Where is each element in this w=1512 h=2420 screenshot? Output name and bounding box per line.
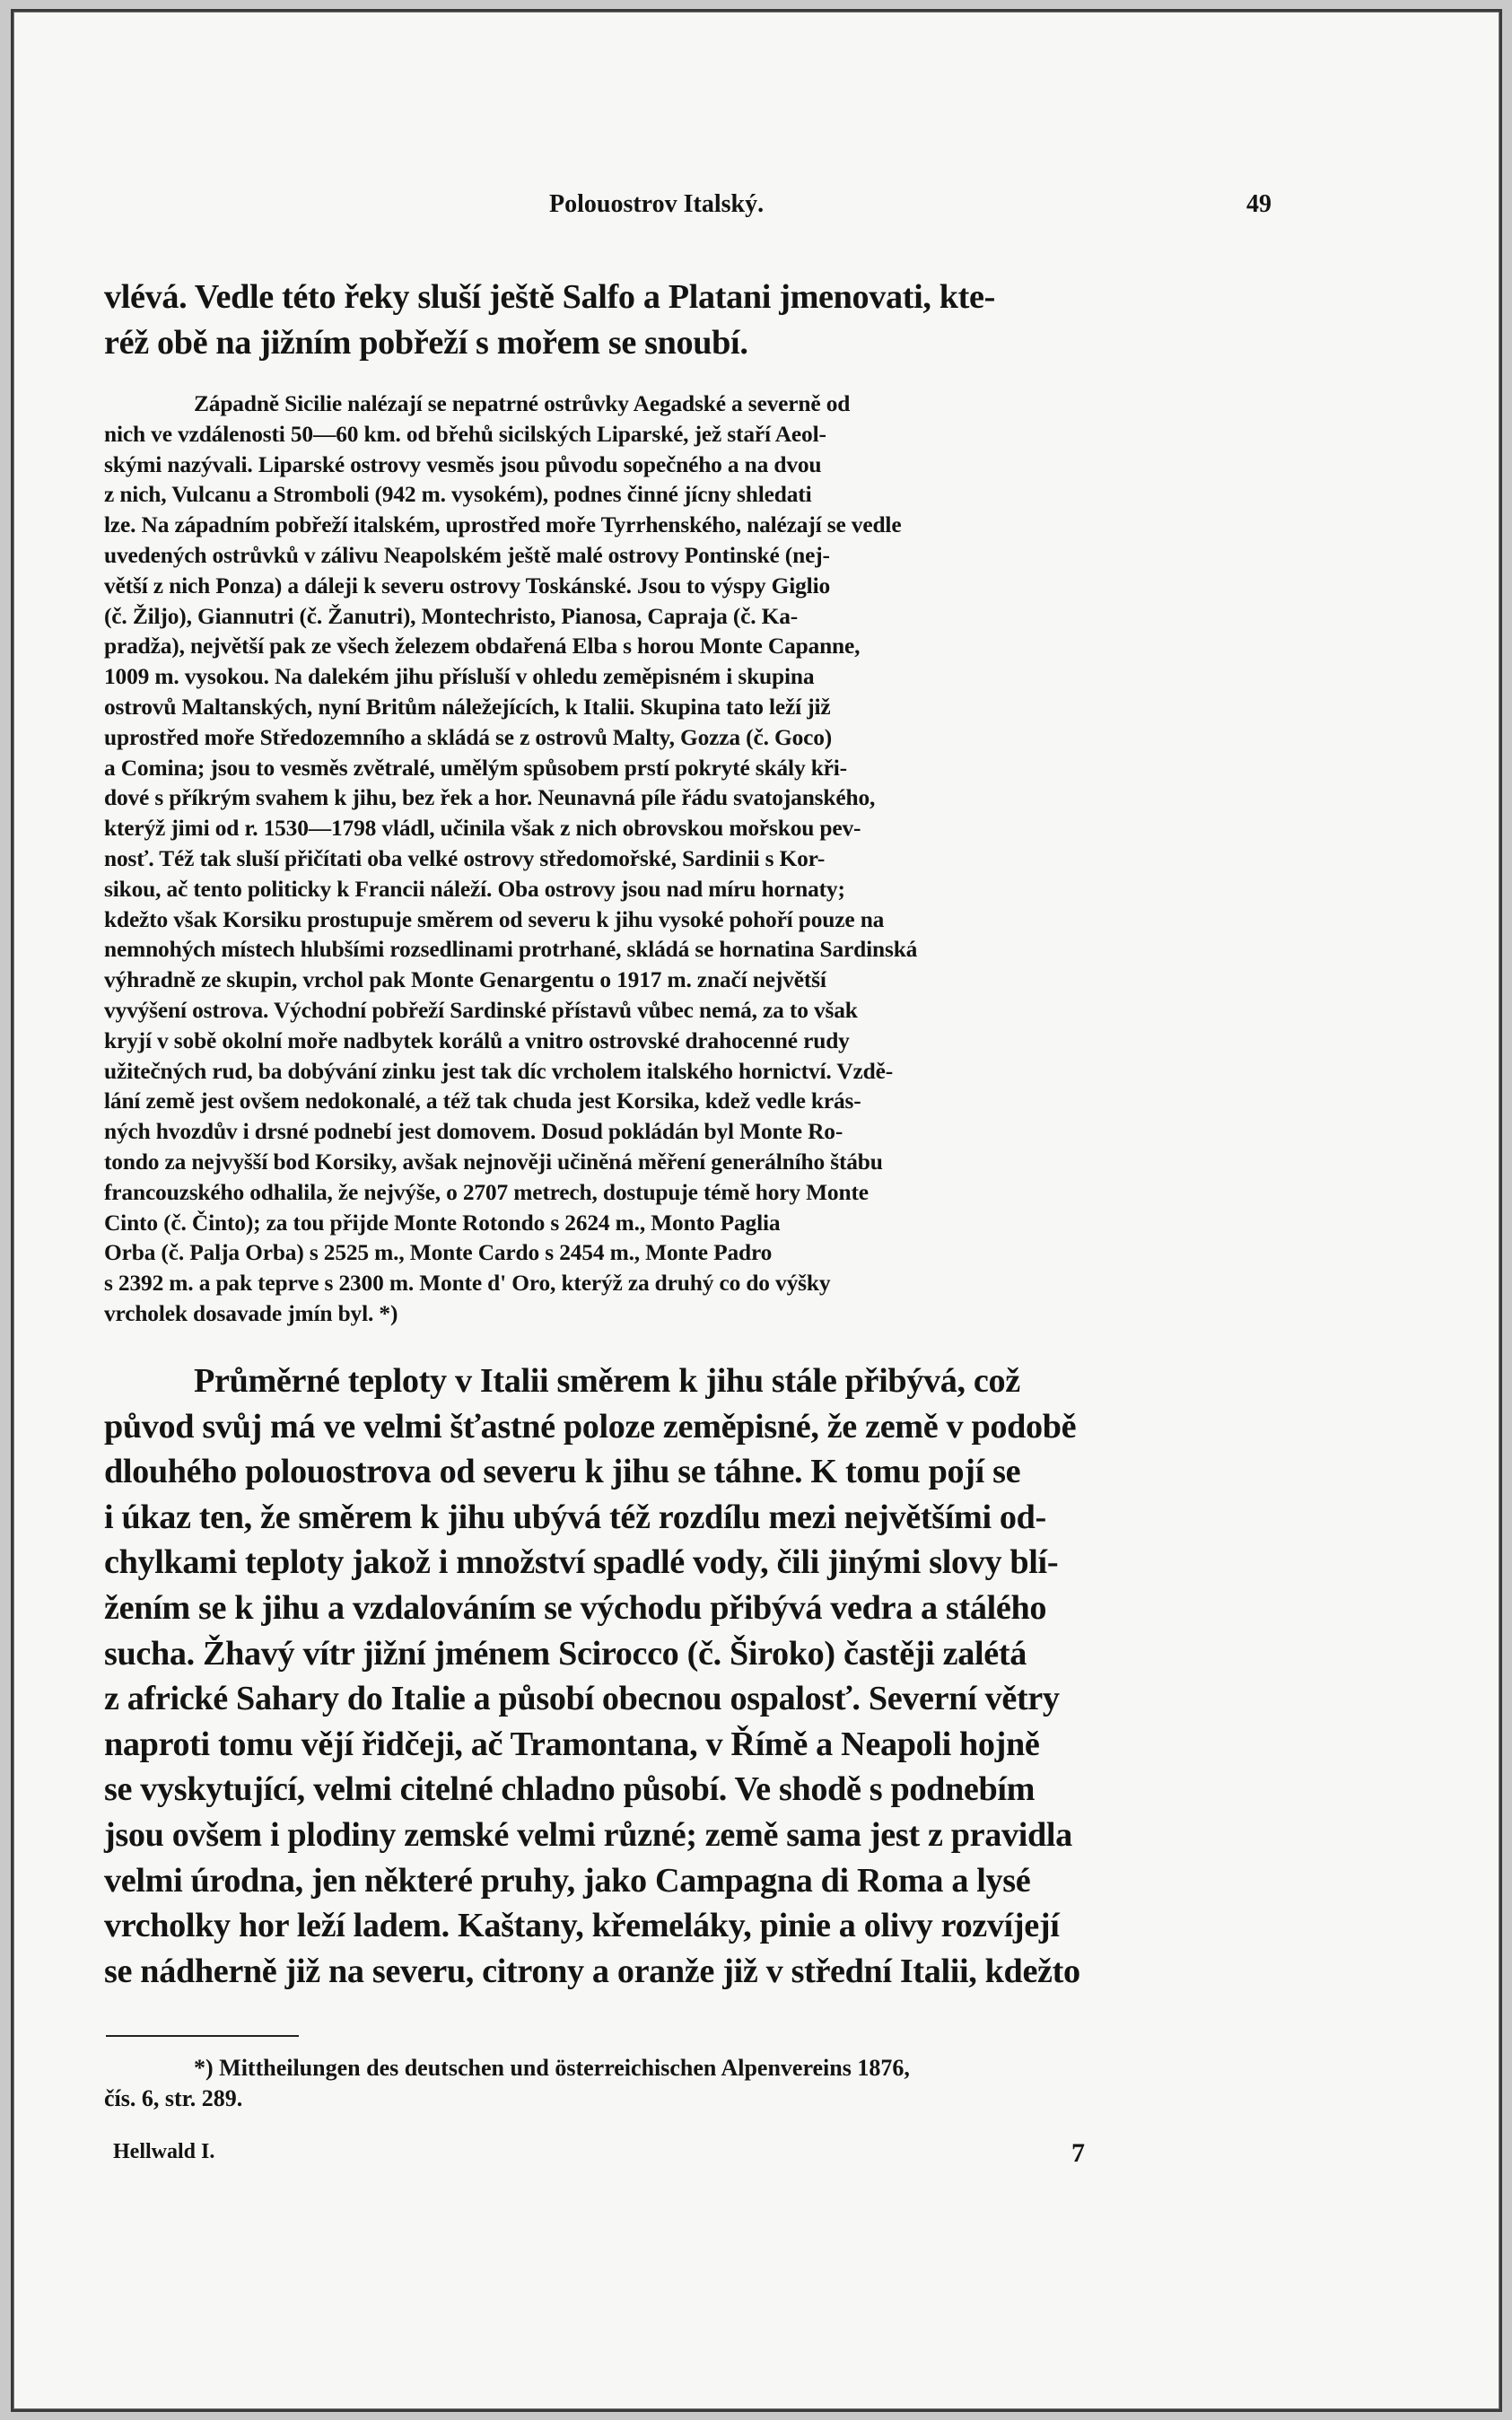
text-line: Orba (č. Palja Orba) s 2525 m., Monte Cardo s 2454 m., Monte Padro <box>104 1240 773 1266</box>
text-line: jsou ovšem i plodiny zemské velmi různé; země sama jest z pravidla <box>104 1815 1072 1854</box>
intro-paragraph <box>104 275 1271 365</box>
text-line: s 2392 m. a pak teprve s 2300 m. Monte d' Oro, kterýž za druhý co do výšky <box>104 1271 831 1297</box>
text-line: Průměrné teploty v Italii směrem k jihu stále přibývá, což <box>194 1362 1020 1400</box>
text-line: nich ve vzdálenosti 50—60 km. od břehů sicilských Liparské, jež staří Aeol- <box>104 421 826 447</box>
text-line: sucha. Žhavý vítr jižní jménem Scirocco (č. Široko) častěji zalétá <box>104 1634 1027 1673</box>
text-line: ných hvozdův i drsné podnebí jest domovem. Dosud pokládán byl Monte Ro- <box>104 1119 843 1145</box>
text-line: větší z nich Ponza) a dáleji k severu ostrovy Toskánské. Jsou to výspy Giglio <box>104 572 831 598</box>
text-line: a Comina; jsou to vesměs zvětralé, umělým spůsobem prstí pokryté skály kři- <box>104 755 847 781</box>
text-line: tondo za nejvyšší bod Korsiky, avšak nejnověji učiněná měření generálního štábu <box>104 1149 883 1175</box>
text-line: uvedených ostrůvků v zálivu Neapolském ještě malé ostrovy Pontinské (nej- <box>104 542 830 568</box>
book-page <box>11 9 1502 2412</box>
text-line: kryjí v sobě okolní moře nadbytek korálů a vnitro ostrovské drahocenné rudy <box>104 1027 850 1053</box>
footnote-divider <box>106 2035 299 2037</box>
text-line: vlévá. Vedle této řeky sluší ještě Salfo a Platani jmenovati, kte- <box>104 278 995 316</box>
text-line: skými nazývali. Liparské ostrovy vesměs jsou původu sopečného a na dvou <box>104 451 822 477</box>
small-print-paragraph <box>104 389 1271 1330</box>
text-line: dlouhého polouostrova od severu k jihu se táhne. K tomu pojí se <box>104 1453 1021 1491</box>
text-line: nosť. Též tak sluší přičítati oba velké ostrovy středomořské, Sardinii s Kor- <box>104 845 826 871</box>
text-line: velmi úrodna, jen některé pruhy, jako Campagna di Roma a lysé <box>104 1861 1031 1900</box>
text-line: réž obě na jižním pobřeží s mořem se snoubí. <box>104 323 748 362</box>
text-line: 1009 m. vysokou. Na dalekém jihu přísluší v ohledu zeměpisném i skupina <box>104 664 815 690</box>
text-line: francouzského odhalila, že nejvýše, o 2707 metrech, dostupuje témě hory Monte <box>104 1179 869 1205</box>
text-line: vrcholek dosavade jmín byl. *) <box>104 1300 398 1326</box>
text-line: vrcholky hor leží ladem. Kaštany, křemeláky, pinie a olivy rozvíjejí <box>104 1907 1060 1945</box>
footnote-line: čís. 6, str. 289. <box>104 2085 243 2111</box>
text-line: uprostřed moře Středozemního a skládá se z ostrovů Malty, Gozza (č. Goco) <box>104 724 833 750</box>
text-line: z africké Sahary do Italie a působí obecnou ospalosť. Severní větry <box>104 1680 1060 1718</box>
text-line: dové s příkrým svahem k jihu, bez řek a hor. Neunavná píle řádu svatojanského, <box>104 785 876 811</box>
running-title: Polouostrov Italský. <box>549 190 765 218</box>
text-line: Západně Sicilie nalézají se nepatrné ostrůvky Aegadské a severně od <box>194 391 851 416</box>
footnote-line: *) Mittheilungen des deutschen und österreichischen Alpenvereins 1876, <box>194 2055 910 2081</box>
text-line: sikou, ač tento politicky k Francii náleží. Oba ostrovy jsou nad míru hornaty; <box>104 876 845 902</box>
text-line: ostrovů Maltanských, nyní Britům náležejících, k Italii. Skupina tato leží již <box>104 694 831 720</box>
text-line: kterýž jimi od r. 1530—1798 vládl, učinila však z nich obrovskou mořskou pev- <box>104 816 861 842</box>
text-line: (č. Žiljo), Giannutri (č. Žanutri), Montechristo, Pianosa, Capraja (č. Ka- <box>104 603 799 629</box>
text-line: vyvýšení ostrova. Východní pobřeží Sardinské přístavů vůbec nemá, za to však <box>104 997 858 1023</box>
main-paragraph <box>104 1359 1271 1994</box>
text-line: pradža), největší pak ze všech železem obdařená Elba s horou Monte Capanne, <box>104 633 861 660</box>
text-line: nemnohých místech hlubšími rozsedlinami protrhané, skládá se hornatina Sardinská <box>104 937 918 963</box>
text-line: se vyskytující, velmi citelné chladno působí. Ve shodě s podnebím <box>104 1770 1036 1809</box>
text-line: naproti tomu vějí řidčeji, ač Tramontana, v Římě a Neapoli hojně <box>104 1725 1040 1763</box>
text-line: lze. Na západním pobřeží italském, uprostřed moře Tyrrhenského, nalézají se vedle <box>104 512 902 538</box>
text-line: kdežto však Korsiku prostupuje směrem od severu k jihu vysoké pohoří pouze na <box>104 906 885 932</box>
text-line: žením se k jihu a vzdalováním se východu přibývá vedra a stálého <box>104 1588 1047 1627</box>
text-line: chylkami teploty jakož i množství spadlé vody, čili jinými slovy blí- <box>104 1543 1059 1582</box>
text-line: původ svůj má ve velmi šťastné poloze zeměpisné, že země v podobě <box>104 1407 1077 1446</box>
text-line: výhradně ze skupin, vrchol pak Monte Genargentu o 1917 m. značí největší <box>104 967 826 993</box>
text-line: z nich, Vulcanu a Stromboli (942 m. vysokém), podnes činné jícny shledati <box>104 482 812 508</box>
page-number: 49 <box>1246 190 1272 218</box>
printer-signature <box>113 2138 1100 2168</box>
text-line: užitečných rud, ba dobývání zinku jest tak díc vrcholem italského hornictví. Vzdě- <box>104 1058 894 1084</box>
signature-author: Hellwald I. <box>113 2140 215 2163</box>
text-line: lání země jest ovšem nedokonalé, a též tak chuda jest Korsika, kdež vedle krás- <box>104 1088 861 1114</box>
footnote <box>104 2053 1271 2114</box>
text-line: se nádherně již na severu, citrony a oranže již v střední Italii, kdežto <box>104 1952 1080 1990</box>
text-line: Cinto (č. Činto); za tou přijde Monte Rotondo s 2624 m., Monto Paglia <box>104 1210 781 1236</box>
sheet-number: 7 <box>1071 2138 1085 2168</box>
text-line: i úkaz ten, že směrem k jihu ubývá též rozdílu mezi největšími od- <box>104 1498 1046 1536</box>
